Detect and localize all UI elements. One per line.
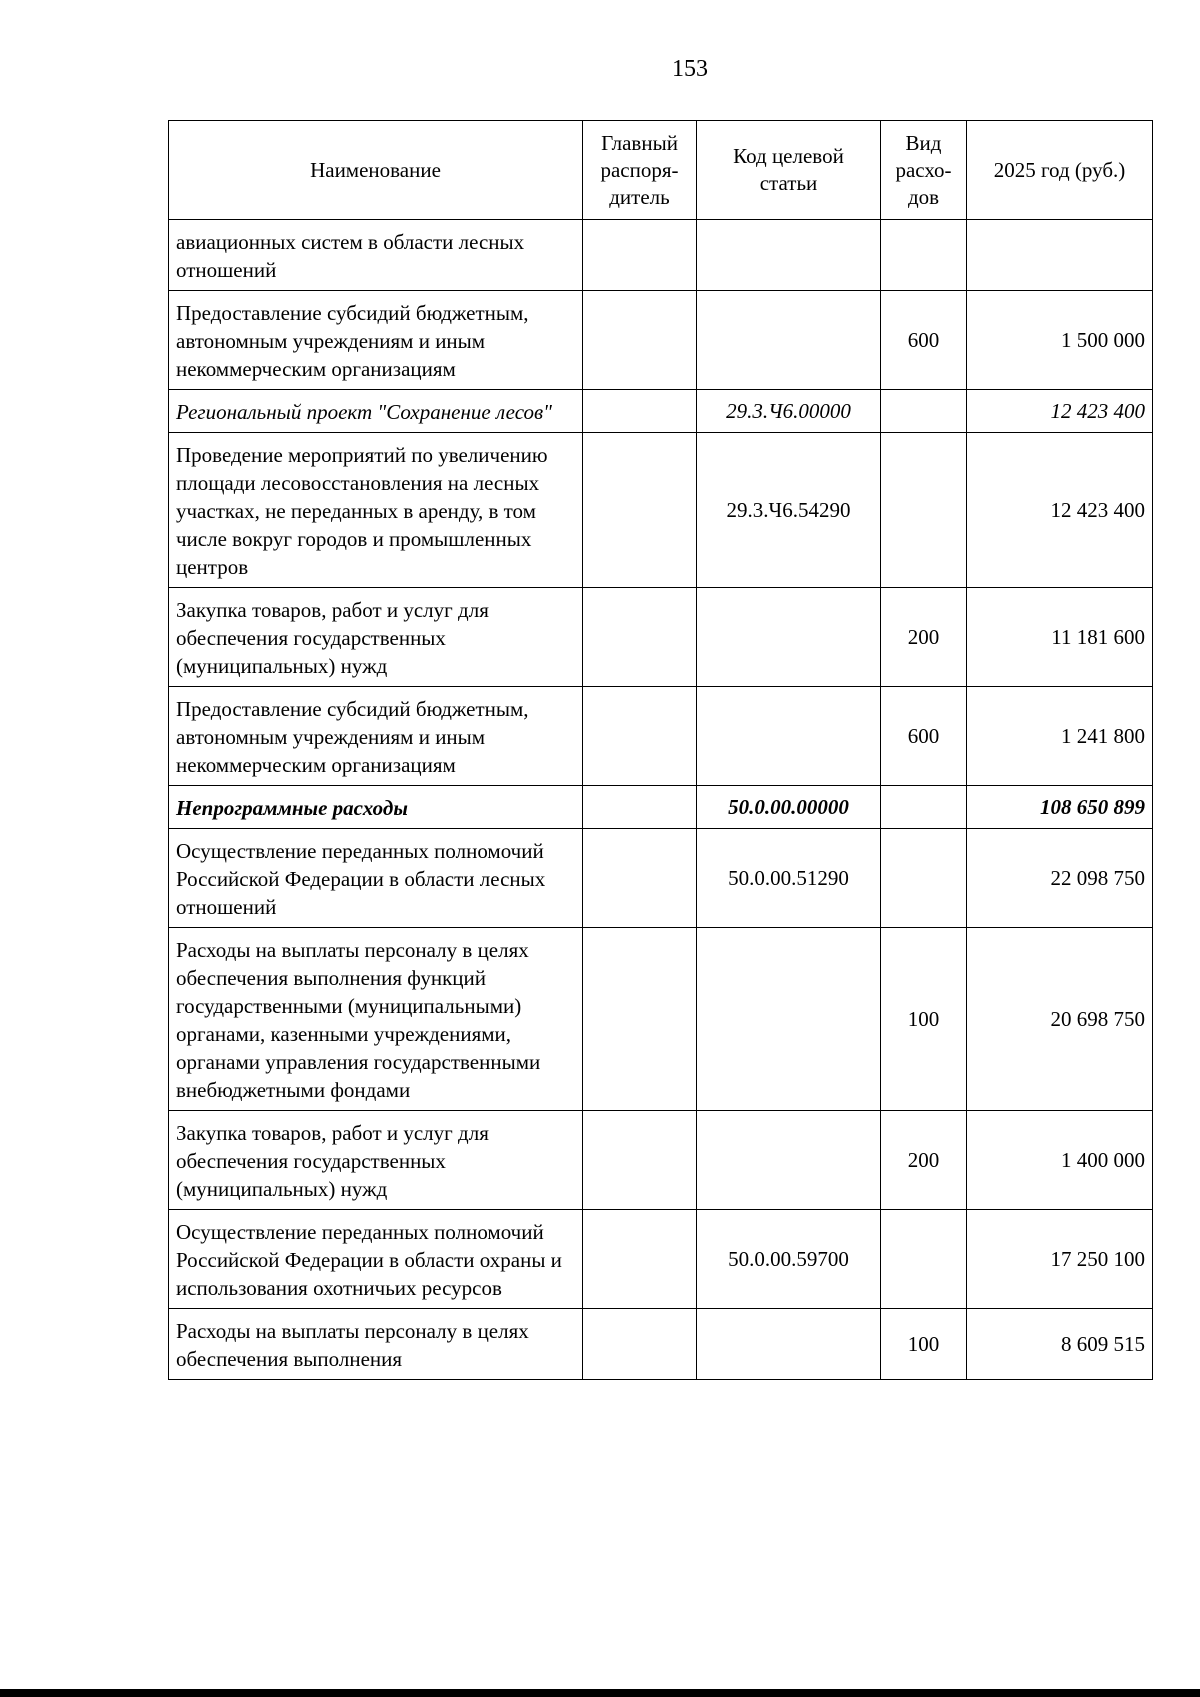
table-row (169, 829, 1153, 928)
cell-name: Осуществление переданных полномочий Российской Федерации в области лесных отношений (169, 829, 583, 928)
table-body (169, 220, 1153, 1380)
cell-type (881, 433, 967, 588)
cell-name: Расходы на выплаты персоналу в целях обеспечения выполнения (169, 1309, 583, 1380)
cell-name: Расходы на выплаты персоналу в целях обеспечения выполнения функций государственными (муниципальными) органами, казенными учреждениями, органами управления государственными внебюджетными фондами (169, 928, 583, 1111)
cell-admin (583, 588, 697, 687)
cell-type: 600 (881, 291, 967, 390)
cell-admin (583, 390, 697, 433)
table-row (169, 291, 1153, 390)
cell-code: 50.0.00.51290 (697, 829, 881, 928)
cell-code (697, 220, 881, 291)
table-row (169, 928, 1153, 1111)
cell-code (697, 291, 881, 390)
cell-type: 200 (881, 1111, 967, 1210)
table-row (169, 1210, 1153, 1309)
cell-type: 100 (881, 928, 967, 1111)
cell-admin (583, 433, 697, 588)
table-row (169, 220, 1153, 291)
cell-code (697, 928, 881, 1111)
page-number: 153 (672, 56, 708, 82)
cell-code (697, 1111, 881, 1210)
cell-type: 200 (881, 588, 967, 687)
table-row (169, 390, 1153, 433)
cell-code (697, 588, 881, 687)
cell-code (697, 687, 881, 786)
cell-type: 100 (881, 1309, 967, 1380)
table-row (169, 786, 1153, 829)
cell-admin (583, 1111, 697, 1210)
cell-admin (583, 1210, 697, 1309)
cell-amount: 22 098 750 (967, 829, 1153, 928)
cell-type (881, 1210, 967, 1309)
cell-amount: 17 250 100 (967, 1210, 1153, 1309)
cell-name: Непрограммные расходы (169, 786, 583, 829)
table-row (169, 433, 1153, 588)
cell-type: 600 (881, 687, 967, 786)
header-name: Наименование (169, 121, 583, 220)
header-type: Вид расхо-дов (881, 121, 967, 220)
cell-name: Региональный проект "Сохранение лесов" (169, 390, 583, 433)
cell-code (697, 1309, 881, 1380)
cell-code: 50.0.00.00000 (697, 786, 881, 829)
table-header-row (169, 121, 1153, 220)
cell-name: Предоставление субсидий бюджетным, автономным учреждениям и иным некоммерческим организациям (169, 291, 583, 390)
cell-admin (583, 1309, 697, 1380)
cell-name: Предоставление субсидий бюджетным, автономным учреждениям и иным некоммерческим организациям (169, 687, 583, 786)
cell-name: Закупка товаров, работ и услуг для обеспечения государственных (муниципальных) нужд (169, 588, 583, 687)
cell-code: 29.3.Ч6.54290 (697, 433, 881, 588)
cell-admin (583, 291, 697, 390)
cell-amount (967, 220, 1153, 291)
cell-admin (583, 687, 697, 786)
cell-type (881, 220, 967, 291)
cell-code: 50.0.00.59700 (697, 1210, 881, 1309)
budget-table (168, 120, 1153, 1380)
cell-code: 29.3.Ч6.00000 (697, 390, 881, 433)
bottom-rule (0, 1689, 1200, 1697)
cell-amount: 1 400 000 (967, 1111, 1153, 1210)
header-code: Код целевой статьи (697, 121, 881, 220)
cell-name: Осуществление переданных полномочий Российской Федерации в области охраны и использования охотничьих ресурсов (169, 1210, 583, 1309)
cell-admin (583, 928, 697, 1111)
cell-amount: 20 698 750 (967, 928, 1153, 1111)
table-row (169, 1111, 1153, 1210)
cell-amount: 108 650 899 (967, 786, 1153, 829)
cell-amount: 11 181 600 (967, 588, 1153, 687)
header-admin: Главный распоря-дитель (583, 121, 697, 220)
header-amount: 2025 год (руб.) (967, 121, 1153, 220)
table-row (169, 687, 1153, 786)
cell-admin (583, 786, 697, 829)
cell-amount: 12 423 400 (967, 433, 1153, 588)
table-row (169, 588, 1153, 687)
cell-amount: 8 609 515 (967, 1309, 1153, 1380)
cell-name: Проведение мероприятий по увеличению площади лесовосстановления на лесных участках, не переданных в аренду, в том числе вокруг городов и промышленных центров (169, 433, 583, 588)
cell-admin (583, 829, 697, 928)
cell-admin (583, 220, 697, 291)
cell-amount: 1 241 800 (967, 687, 1153, 786)
cell-name: Закупка товаров, работ и услуг для обеспечения государственных (муниципальных) нужд (169, 1111, 583, 1210)
cell-type (881, 390, 967, 433)
cell-amount: 1 500 000 (967, 291, 1153, 390)
cell-type (881, 829, 967, 928)
cell-type (881, 786, 967, 829)
cell-name: авиационных систем в области лесных отношений (169, 220, 583, 291)
table-row (169, 1309, 1153, 1380)
cell-amount: 12 423 400 (967, 390, 1153, 433)
